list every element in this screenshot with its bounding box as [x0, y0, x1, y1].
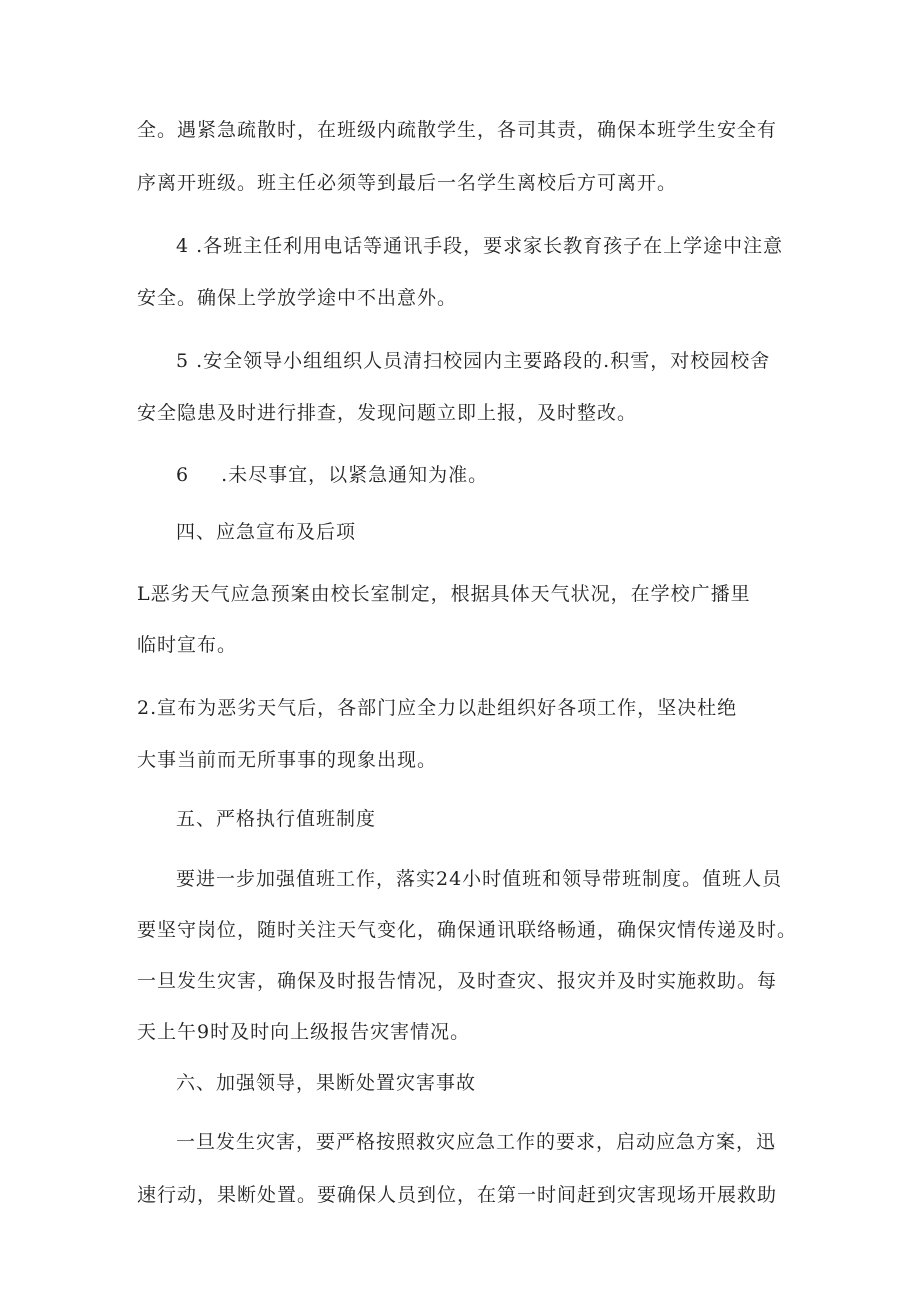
text-line: 要进一步加强值班工作，落实24小时值班和领导带班制度。值班人员 [176, 868, 783, 890]
item-text: .未尽事宜，以紧急通知为准。 [221, 464, 489, 486]
item-number: 6 [176, 464, 190, 486]
text-line: 一旦发生灾害，要严格按照救灾应急工作的要求，启动应急方案，迅 [176, 1131, 777, 1153]
list-item-5: 5 .安全领导小组组织人员清扫校园内主要路段的.积雪，对校园校舍 [176, 350, 771, 372]
list-item-4: 4 .各班主任利用电话等通讯手段，要求家长教育孩子在上学途中注意 [176, 235, 784, 257]
text-line: 安全。确保上学放学途中不出意外。 [137, 287, 458, 309]
text-line: 速行动，果断处置。要确保人员到位，在第一时间赶到灾害现场开展救助 [137, 1184, 778, 1206]
text-line: 序离开班级。班主任必须等到最后一名学生离校后方可离开。 [137, 172, 678, 194]
section-heading: 五、严格执行值班制度 [176, 808, 377, 830]
text-line: 要坚守岗位，随时关注天气变化，确保通讯联络畅通，确保灾情传递及时。 [137, 919, 798, 941]
text-line: 大事当前而无所事事的现象出现。 [137, 749, 438, 771]
text-line: 安全隐患及时进行排查，发现问题立即上报，及时整改。 [137, 402, 638, 424]
list-item-6 [176, 463, 836, 487]
text-line: 一旦发生灾害，确保及时报告情况，及时查灾、报灾并及时实施救助。每 [137, 970, 778, 992]
section-heading: 六、加强领导，果断处置灾害事故 [176, 1072, 477, 1094]
text-line: 天上午9时及时向上级报告灾害情况。 [137, 1021, 471, 1043]
text-line: 临时宣布。 [137, 634, 238, 656]
text-line: 2.宣布为恶劣天气后，各部门应全力以赴组织好各项工作，坚决杜绝 [137, 697, 738, 719]
section-heading: 四、应急宣布及后项 [176, 521, 357, 543]
text-line: L恶劣天气应急预案由校长室制定，根据具体天气状况，在学校广播里 [137, 583, 751, 605]
text-line: 全。遇紧急疏散时，在班级内疏散学生，各司其责，确保本班学生安全有 [137, 119, 778, 141]
